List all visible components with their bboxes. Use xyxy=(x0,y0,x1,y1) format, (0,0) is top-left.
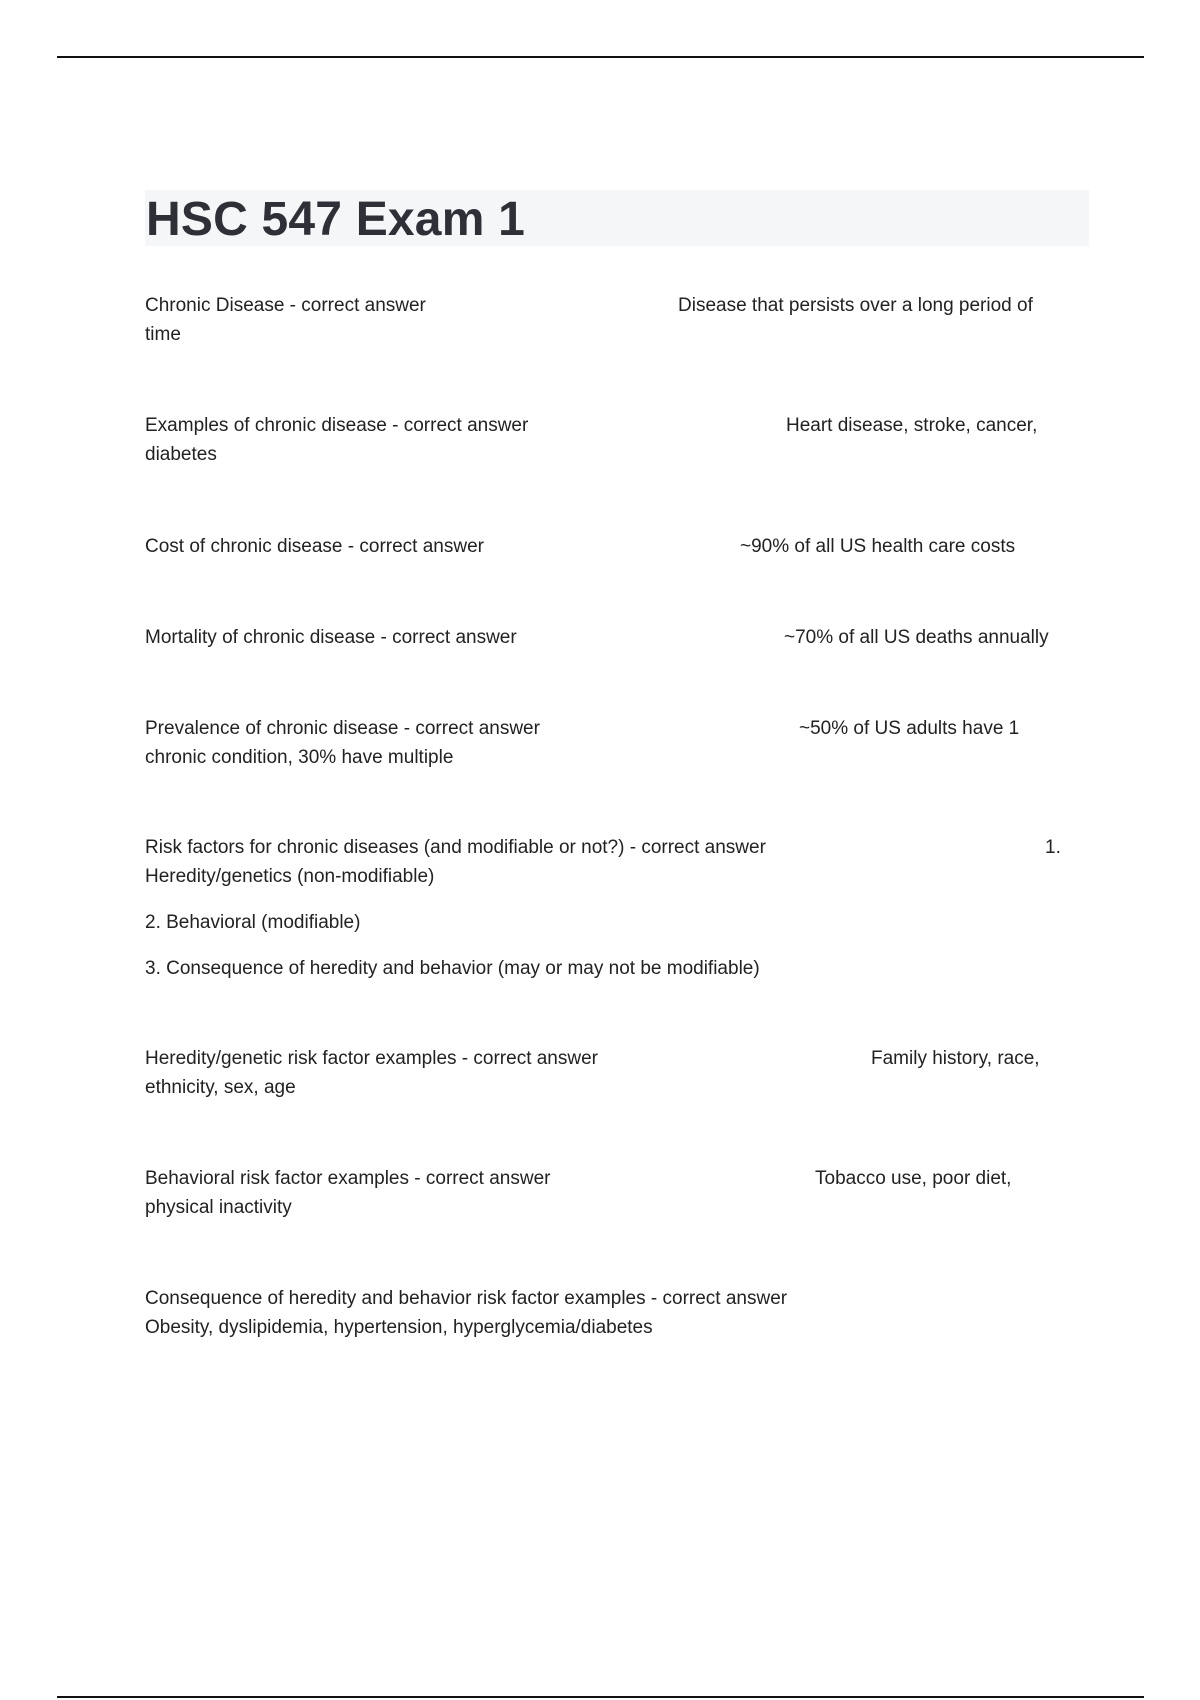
question: Cost of chronic disease - correct answer xyxy=(145,536,484,557)
question: Risk factors for chronic diseases (and modifiable or not?) - correct answer xyxy=(145,837,766,858)
answer: Tobacco use, poor diet, xyxy=(815,1168,1012,1189)
qa-card-examples xyxy=(145,411,1075,469)
page-title: HSC 547 Exam 1 xyxy=(146,193,526,246)
question: Consequence of heredity and behavior risk factor examples - correct answer xyxy=(145,1288,788,1309)
answer-line-2: 2. Behavioral (modifiable) xyxy=(145,912,361,933)
answer-continuation: time xyxy=(145,324,181,345)
question: Prevalence of chronic disease - correct answer xyxy=(145,718,540,739)
answer: 1. xyxy=(1045,837,1061,858)
qa-card-cost xyxy=(145,532,1075,561)
answer: ~70% of all US deaths annually xyxy=(784,627,1049,648)
answer-continuation: ethnicity, sex, age xyxy=(145,1077,296,1098)
answer-continuation: Obesity, dyslipidemia, hypertension, hyperglycemia/diabetes xyxy=(145,1317,653,1338)
answer-line-3: 3. Consequence of heredity and behavior (may or may not be modifiable) xyxy=(145,958,760,979)
bottom-divider xyxy=(57,1696,1144,1698)
qa-card-consequence-examples xyxy=(145,1284,1075,1342)
top-divider xyxy=(57,56,1144,58)
answer: ~90% of all US health care costs xyxy=(740,536,1016,557)
qa-card-risk-factors xyxy=(145,833,1075,979)
qa-card-chronic-disease xyxy=(145,291,1075,349)
question: Behavioral risk factor examples - correct answer xyxy=(145,1168,551,1189)
answer-continuation: physical inactivity xyxy=(145,1197,292,1218)
qa-card-behavioral-examples xyxy=(145,1164,1075,1222)
question: Heredity/genetic risk factor examples - correct answer xyxy=(145,1048,598,1069)
answer-continuation: chronic condition, 30% have multiple xyxy=(145,747,454,768)
answer: ~50% of US adults have 1 xyxy=(799,718,1020,739)
answer: Heart disease, stroke, cancer, xyxy=(786,415,1038,436)
answer: Family history, race, xyxy=(871,1048,1040,1069)
answer-continuation: Heredity/genetics (non-modifiable) xyxy=(145,866,435,887)
qa-card-mortality xyxy=(145,623,1075,652)
question: Examples of chronic disease - correct answer xyxy=(145,415,529,436)
question: Chronic Disease - correct answer xyxy=(145,295,426,316)
qa-card-heredity-examples xyxy=(145,1044,1075,1102)
question: Mortality of chronic disease - correct answer xyxy=(145,627,517,648)
answer: Disease that persists over a long period of xyxy=(678,295,1033,316)
qa-card-prevalence xyxy=(145,714,1075,772)
answer-continuation: diabetes xyxy=(145,444,217,465)
